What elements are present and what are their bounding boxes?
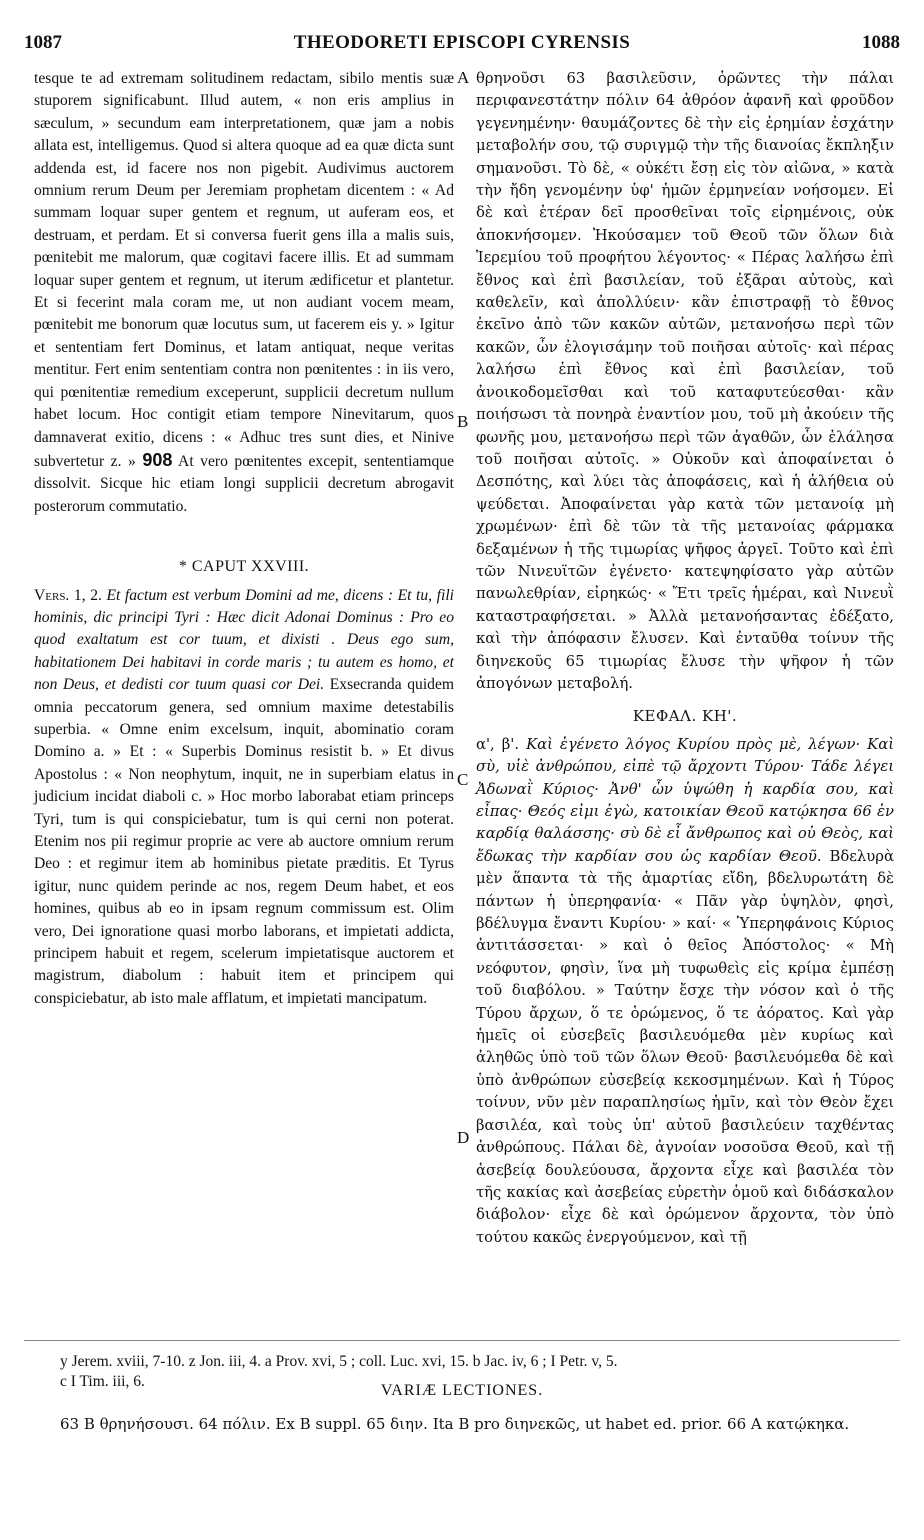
footnote-divider [24,1340,900,1341]
greek-commentary: Βδελυρὰ μὲν ἅπαντα τὰ τῆς ἁμαρτίας εἴδη, βδελυρωτάτη δὲ πάντων ἡ ὑπερηφανία· « Πᾶν γὰρ ὑψηλὸν, φησὶ, βδέλυγμα ἔναντι Κυρίου· » καί· « Ὑπερηφάνοις Κύριος ἀντιτάσσεται· » καὶ ὁ θεῖος Ἀπόστολος· « Μὴ νεόφυτον, φησὶν, ἵνα μὴ τυφωθεὶς εἰς κρίμα ἐμπέσῃ τοῦ διαβόλου. » Ταύτην ἔσχε τὴν νόσον καὶ ὁ τῆς Τύρου ἄρχων, ὅ τε ὁρώμενος, ὅ τε ἀόρατος. Καὶ γὰρ ἡμεῖς οἱ εὐσεβεῖς βασιλευόμεθα μὲν κυρίως καὶ ἀληθῶς ὑπὸ τοῦ τῶν ὅλων Θεοῦ· βασιλευόμεθα δὲ καὶ ὑπὸ ἀνθρώπων εὐσεβείᾳ κεκοσμημένων. Καὶ ἡ Τύρος τοίνυν, νῦν μὲν παραπλησίως ἡμῖν, καὶ τὸν Θεὸν ἔχει βασιλέα, καὶ τοὺς ὑπ' αὐτοῦ βασιλεύειν ταχθέντας ἀνθρώπους. Πάλαι δὲ, ἀγνοίαν νοσοῦσα Θεοῦ, καὶ τῇ ἀσεβείᾳ δουλεύουσα, ἄρχοντα εἶχε καὶ βασιλέα τὸν τῆς κακίας καὶ ἀσεβείας εὑρετὴν ὁμοῦ καὶ διδάσκαλον διάβολον· εἶχε δὲ καὶ ὁρώμενον ἄρχοντα, τὸν ὑπὸ τούτου κακῶς ἐνεργούμενον, καὶ τῇ [476,847,894,1246]
latin-text-1: tesque te ad extremam solitudinem redactam, sibilo mentis suæ stuporem significabunt. Illud autem, « non eris amplius in sæculum, » secundum eam interpretationem, quæ jam a nobis allata est, intelligemus. Quod si altera quoque ad ea quæ dicta sunt addenda est, id facere nos non pigebit. Audivimus auctorem omnium rerum Deum per Jeremiam prophetam dicentem : « Ad summam loquar super gentem et regnum, ut auferam eos, et destruam, et perdam. Et si conversa fuerit gens illa a malis suis, pœnitebit me malorum, quæ cogitavi facere illis. Et ad summam loquar super gentem et regnum, ut iterum ædificetur et plantetur. Et si fecerint mala coram me, ut non audiant vocem meam, pœnitebit me bonorum quæ locutus sum, ut facerem eis y. » Igitur et sententiam fert Dominus, et latam antiquat, neque veritas mentitur. Fert enim sententiam contra non pœnitentes : in iis vero, qui pœnitentiæ remedium exceperunt, supplicii decretum nullum habet locum. Hoc contigit etiam tempore Ninevitarum, quos damnaverat exitio, dicens : « Adhuc tres sunt dies, et Ninive subvertetur z. » [34,70,454,470]
margin-letter-a: A [457,68,470,87]
greek-verse-label: α', β'. [476,735,520,753]
latin-verse-label: Vers. 1, 2. [34,586,102,604]
greek-column [476,68,894,1249]
margin-letter-c: C [457,770,469,789]
margin-letter-d: D [457,1128,470,1147]
column-number: 908 [142,449,173,470]
greek-verse-text: Καὶ ἐγένετο λόγος Κυρίου πρὸς μὲ, λέγων· Καὶ σὺ, υἱὲ ἀνθρώπου, εἰπὲ τῷ ἄρχοντι Τύρου· Τάδε λέγει Ἀδωναῒ Κύριος· Ἀνθ' ὧν ὑψώθη ἡ καρδία σου, καὶ εἶπας· Θεός εἰμι ἐγὼ, κατοικίαν Θεοῦ κατῴκησα 66 ἐν καρδίᾳ θαλάσσης· σὺ δὲ εἶ ἄνθρωπος καὶ οὐ Θεὸς, καὶ ἔδωκας τὴν καρδίαν σου ὡς καρδίαν Θεοῦ. [476,735,894,865]
page-number-left: 1087 [24,32,62,53]
latin-verse-text: Et factum est verbum Domini ad me, dicens : Et tu, fili hominis, dic principi Tyri : Hæc dicit Adonai Dominus : Pro eo quod exaltatum est cor tuum, et dixisti . Deus ego sum, habitationem Dei habitavi in corde maris ; tu autem es homo, et non Deus, et dedisti cor tuum quasi cor Dei. [34,586,454,694]
greek-chapter-heading: ΚΕΦΑΛ. ΚΗ'. [632,707,738,726]
greek-paragraph-2 [476,734,894,1249]
margin-letter-b: B [457,412,469,431]
latin-text-1-end: At vero pœnitentes excepit, sententiamque dissolvit. Sicque hic etiam longi supplicii decretum abrogavit posterorum commutatio. [34,452,454,515]
page-header [24,32,900,62]
latin-column [34,68,454,1010]
latin-chapter-heading: * CAPUT XXVIII. [178,558,310,576]
latin-commentary: Exsecranda quidem omnia peccatorum genera, sed omnium maxime detestabilis superbia. « Omne enim excelsum, inquit, abominatio coram Domino a. » Et : « Superbis Dominus resistit b. » Et divus Apostolus : « Non neophytum, inquit, ne in superbiam elatus in judicium incidat diaboli c. » Hoc morbo laborabat etiam princeps Tyri, tum is qui conspiciebatur, tum is qui cerni non poterat. Etenim nos pii regimur proprie ac vere ab auctore omnium rerum Deo : et regimur item ab hominibus pietate præditis. Et Tyrus igitur, nunc quidem perinde ac nos, regem Deum habet, et eos homines, quibus ab eo in ipsam regnum commissum est. Olim vero, Dei ignoratione quasi morbo laborans, et impietati addicta, principem habuit et regem, scelerum impietatisque auctorem et magistrum, diabolum : habuit item et principem qui conspiciebatur, ab isto male afflatum, et impietati mancipatum. [34,676,455,1007]
latin-paragraph-1 [34,68,454,518]
running-title: THEODORETI EPISCOPI CYRENSIS [293,32,631,53]
footnote-line-1: y Jerem. xviii, 7-10. z Jon. iii, 4. a Prov. xvi, 5 ; coll. Luc. xvi, 15. b Jac. iv, 6 ; I Petr. v, 5. [60,1353,618,1370]
greek-paragraph-1: θρηνοῦσι 63 βασιλεῦσιν, ὁρῶντες τὴν πάλαι περιφανεστάτην πόλιν 64 ἀθρόον ἀφανῆ καὶ φροῦδον γεγενημένην· θαυμάζοντες δὲ τὴν εἰς ἐρημίαν ἐσχάτην μεταβολήν σου, τῷ συριγμῷ τὴν τῆς διανοίας ἔκπληξιν σημανοῦσι. Τὸ δὲ, « οὐκέτι ἔσῃ εἰς τὸν αἰῶνα, » κατὰ τὴν ἤδη γενομένην ὑφ' ἡμῶν ἑρμηνείαν νοήσομεν. Εἰ δὲ καὶ ἑτέραν δεῖ προσθεῖναι τοῖς εἰρημένοις, οὐκ ἀποκνήσομεν. Ἠκούσαμεν τοῦ Θεοῦ τῶν ὅλων διὰ Ἱερεμίου τοῦ προφήτου λέγοντος· « Πέρας λαλήσω ἐπὶ ἔθνος καὶ ἐπὶ βασιλείαν, τοῦ ἐξᾶραι αὐτοὺς, καὶ καθελεῖν, καὶ ἀπολλύειν· κἂν ἐπιστραφῇ τὸ ἔθνος ἐκεῖνο ἀπὸ τῶν κακῶν αὐτῶν, μετανοήσω περὶ τῶν κακῶν, ὧν ἐλογισάμην τοῦ ποιῆσαι αὐτοῖς· καὶ πέρας λαλήσω ἐπὶ ἔθνος καὶ ἐπὶ βασιλείαν, τοῦ ἀνοικοδομεῖσθαι καὶ τοῦ καταφυτεύεσθαι· κἂν ποιήσωσι τὰ πονηρὰ ἐναντίον μου, τοῦ μὴ ἀκούειν τῆς φωνῆς μου, μετανοήσω περὶ τῶν ἀγαθῶν, ὧν ἐλάλησα τοῦ ποιῆσαι αὐτοῖς. » Οὐκοῦν καὶ ἀποφαίνεται ὁ Δεσπότης, καὶ λύει τὰς ἀποφάσεις, καὶ ἡ ἀλήθεια οὐ ψεύδεται. Ἀποφαίνεται γὰρ κατὰ τῶν μετανοίᾳ μὴ χρωμένων· ἐπὶ δὲ τῶν τὰ τῆς μετανοίας φάρμακα δεξαμένων ἡ τῆς τιμωρίας ψῆφος ἀργεῖ. Τοῦτο καὶ ἐπὶ τῶν Νινευϊτῶν ἐγένετο· κατεψηφίσατο γὰρ αὐτῶν πανωλεθρίαν, εἰρηκώς· « Ἔτι τρεῖς ἡμέραι, καὶ Νινευῒ καταστραφήσεται. » Ἀλλὰ μετανοήσαντας ἐδέξατο, καὶ τὴν ἀπόφασιν ἔλυσεν. Καὶ ἐνταῦθα τοίνυν τῆς διηνεκοῦς 65 τιμωρίας ἔλυσε τὴν ψῆφον ἡ τῶν ἀπογόνων μεταβολή. [476,70,894,692]
footnote-line-2: c I Tim. iii, 6. [60,1373,145,1390]
variae-lectiones-text: 63 B θρηνήσουσι. 64 πόλιν. Ex B suppl. 65 διην. Ita B pro διηνεκῶς, ut habet ed. prior. 66 A κατῴκηκα. [60,1415,850,1433]
latin-paragraph-2 [34,585,454,1011]
variae-lectiones-heading: VARIÆ LECTIONES. [380,1382,544,1399]
page-number-right: 1088 [862,32,900,53]
